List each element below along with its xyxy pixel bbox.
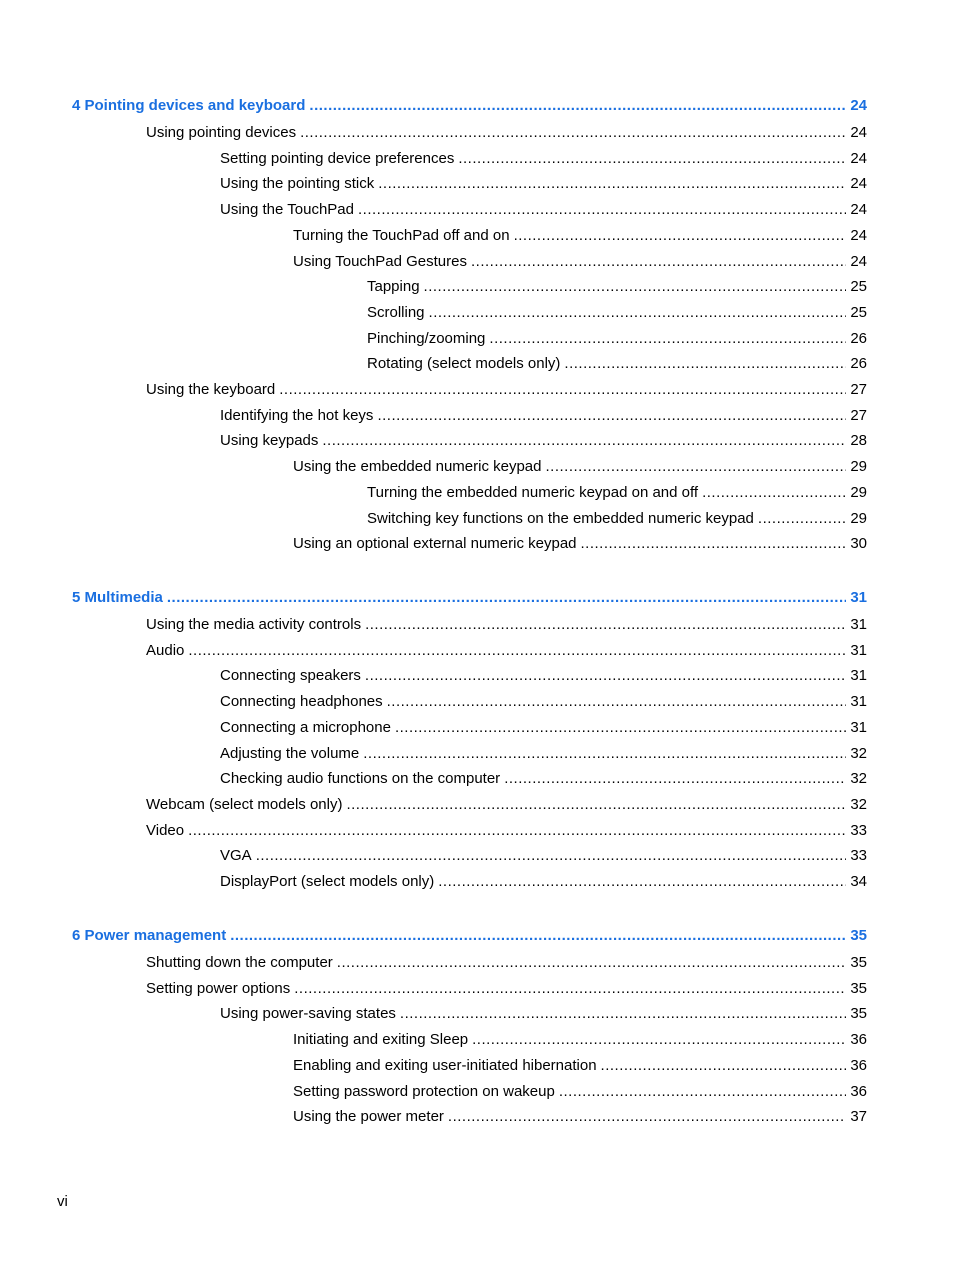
page-reference[interactable]: 31	[850, 616, 867, 633]
dot-leader	[702, 484, 846, 502]
entry-title[interactable]: DisplayPort (select models only)	[220, 873, 435, 890]
dot-leader	[322, 432, 846, 450]
toc-entry[interactable]	[367, 355, 867, 373]
toc-entry[interactable]	[146, 822, 867, 840]
page-reference[interactable]: 25	[850, 278, 867, 295]
toc-chapter-entry[interactable]	[72, 927, 867, 945]
dot-leader	[458, 150, 846, 168]
toc-entry[interactable]	[293, 535, 867, 553]
page-reference[interactable]: 24	[850, 201, 867, 218]
page-reference[interactable]: 35	[850, 954, 867, 971]
page-reference[interactable]: 29	[850, 484, 867, 501]
toc-entry[interactable]	[146, 381, 867, 399]
dot-leader	[337, 954, 847, 972]
toc-entry[interactable]	[367, 304, 867, 322]
chapter-title[interactable]: 6 Power management	[72, 927, 227, 944]
page-reference[interactable]: 31	[850, 642, 867, 659]
dot-leader	[378, 175, 846, 193]
toc-entry[interactable]	[146, 980, 867, 998]
toc-entry[interactable]	[220, 770, 867, 788]
toc-entry[interactable]	[220, 719, 867, 737]
entry-title[interactable]: Using pointing devices	[146, 124, 297, 141]
entry-title[interactable]: Enabling and exiting user-initiated hibernation	[293, 1057, 597, 1074]
toc-entry[interactable]	[146, 954, 867, 972]
page-reference[interactable]: 36	[850, 1083, 867, 1100]
dot-leader	[363, 745, 846, 763]
toc-chapter-entry[interactable]	[72, 97, 867, 115]
page-reference[interactable]: 31	[850, 667, 867, 684]
entry-title[interactable]: Connecting speakers	[220, 667, 361, 684]
page-reference[interactable]: 33	[850, 847, 867, 864]
entry-title[interactable]: Shutting down the computer	[146, 954, 333, 971]
dot-leader	[346, 796, 846, 814]
dot-leader	[188, 822, 846, 840]
page-reference[interactable]: 35	[850, 980, 867, 997]
page-reference[interactable]: 30	[850, 535, 867, 552]
dot-leader	[365, 667, 846, 685]
page-reference[interactable]: 24	[850, 97, 867, 114]
entry-title[interactable]: Using the TouchPad	[220, 201, 354, 218]
page-reference[interactable]: 37	[850, 1108, 867, 1125]
entry-title[interactable]: Using the embedded numeric keypad	[293, 458, 542, 475]
entry-title[interactable]: Identifying the hot keys	[220, 407, 374, 424]
dot-leader	[601, 1057, 847, 1075]
toc-entry[interactable]	[146, 796, 867, 814]
toc-chapter-entry[interactable]	[72, 589, 867, 607]
entry-title[interactable]: Using an optional external numeric keypad	[293, 535, 577, 552]
dot-leader	[300, 124, 846, 142]
dot-leader	[230, 927, 846, 945]
chapter-title[interactable]: 5 Multimedia	[72, 589, 163, 606]
entry-title[interactable]: Turning the embedded numeric keypad on and off	[367, 484, 699, 501]
entry-title[interactable]: Checking audio functions on the computer	[220, 770, 501, 787]
toc-entry[interactable]	[293, 227, 867, 245]
entry-title[interactable]: Turning the TouchPad off and on	[293, 227, 510, 244]
toc-entry[interactable]	[367, 510, 867, 528]
dot-leader	[564, 355, 846, 373]
page-reference[interactable]: 35	[850, 1005, 867, 1022]
toc-entry[interactable]	[220, 847, 867, 865]
dot-leader	[514, 227, 847, 245]
page-number: vi	[57, 1193, 68, 1210]
dot-leader	[438, 873, 846, 891]
dot-leader	[758, 510, 846, 528]
page-reference[interactable]: 27	[850, 407, 867, 424]
page-reference[interactable]: 31	[850, 589, 867, 606]
page-reference[interactable]: 24	[850, 124, 867, 141]
entry-title[interactable]: Switching key functions on the embedded numeric keypad	[367, 510, 754, 527]
dot-leader	[256, 847, 847, 865]
dot-leader	[167, 589, 846, 607]
toc-entry[interactable]	[220, 407, 867, 425]
entry-title[interactable]: Scrolling	[367, 304, 425, 321]
dot-leader	[358, 201, 846, 219]
entry-title[interactable]: Using power-saving states	[220, 1005, 396, 1022]
toc-entry[interactable]	[146, 124, 867, 142]
dot-leader	[429, 304, 847, 322]
dot-leader	[395, 719, 846, 737]
page-reference[interactable]: 25	[850, 304, 867, 321]
toc-entry[interactable]	[220, 150, 867, 168]
page-reference[interactable]: 24	[850, 175, 867, 192]
entry-title[interactable]: Using the media activity controls	[146, 616, 362, 633]
dot-leader	[471, 253, 846, 271]
entry-title[interactable]: Webcam (select models only)	[146, 796, 343, 813]
page-reference[interactable]: 27	[850, 381, 867, 398]
entry-title[interactable]: Adjusting the volume	[220, 745, 360, 762]
entry-title[interactable]: VGA	[220, 847, 252, 864]
toc-entry[interactable]	[367, 484, 867, 502]
toc-entry[interactable]	[293, 1108, 867, 1126]
entry-title[interactable]: Using TouchPad Gestures	[293, 253, 467, 270]
entry-title[interactable]: Video	[146, 822, 185, 839]
page-reference[interactable]: 36	[850, 1057, 867, 1074]
toc-entry[interactable]	[220, 175, 867, 193]
page-reference[interactable]: 24	[850, 227, 867, 244]
page-reference[interactable]: 31	[850, 719, 867, 736]
toc-entry[interactable]	[293, 253, 867, 271]
dot-leader	[545, 458, 846, 476]
toc-entry[interactable]	[367, 278, 867, 296]
toc-entry[interactable]	[146, 616, 867, 634]
page-reference[interactable]: 29	[850, 510, 867, 527]
entry-title[interactable]: Tapping	[367, 278, 420, 295]
entry-title[interactable]: Setting pointing device preferences	[220, 150, 455, 167]
toc-entry[interactable]	[220, 201, 867, 219]
toc-entry[interactable]	[220, 745, 867, 763]
dot-leader	[279, 381, 846, 399]
dot-leader	[504, 770, 846, 788]
entry-title[interactable]: Rotating (select models only)	[367, 355, 561, 372]
page-reference[interactable]: 24	[850, 150, 867, 167]
chapter-title[interactable]: 4 Pointing devices and keyboard	[72, 97, 306, 114]
entry-title[interactable]: Setting power options	[146, 980, 291, 997]
dot-leader	[581, 535, 847, 553]
toc-entry[interactable]	[220, 432, 867, 450]
page-reference[interactable]: 34	[850, 873, 867, 890]
dot-leader	[472, 1031, 846, 1049]
dot-leader	[489, 330, 846, 348]
page-reference[interactable]: 31	[850, 693, 867, 710]
dot-leader	[387, 693, 847, 711]
entry-title[interactable]: Using the keyboard	[146, 381, 276, 398]
toc-entry[interactable]	[293, 1057, 867, 1075]
dot-leader	[188, 642, 846, 660]
page-reference[interactable]: 28	[850, 432, 867, 449]
toc-entry[interactable]	[220, 873, 867, 891]
entry-title[interactable]: Connecting headphones	[220, 693, 383, 710]
dot-leader	[448, 1108, 846, 1126]
entry-title[interactable]: Setting password protection on wakeup	[293, 1083, 555, 1100]
dot-leader	[377, 407, 846, 425]
toc-entry[interactable]	[293, 458, 867, 476]
toc-entry[interactable]	[146, 642, 867, 660]
toc-entry[interactable]	[293, 1031, 867, 1049]
page-reference[interactable]: 32	[850, 796, 867, 813]
dot-leader	[309, 97, 846, 115]
dot-leader	[294, 980, 846, 998]
page-reference[interactable]: 26	[850, 355, 867, 372]
entry-title[interactable]: Pinching/zooming	[367, 330, 486, 347]
entry-title[interactable]: Using the pointing stick	[220, 175, 375, 192]
toc-entry[interactable]	[293, 1083, 867, 1101]
page-reference[interactable]: 32	[850, 770, 867, 787]
page-reference[interactable]: 36	[850, 1031, 867, 1048]
page-reference[interactable]: 24	[850, 253, 867, 270]
page-reference[interactable]: 29	[850, 458, 867, 475]
dot-leader	[424, 278, 847, 296]
page-reference[interactable]: 35	[850, 927, 867, 944]
dot-leader	[365, 616, 846, 634]
dot-leader	[400, 1005, 846, 1023]
entry-title[interactable]: Audio	[146, 642, 185, 659]
toc-entry[interactable]	[367, 330, 867, 348]
toc-entry[interactable]	[220, 667, 867, 685]
entry-title[interactable]: Using keypads	[220, 432, 319, 449]
page-reference[interactable]: 26	[850, 330, 867, 347]
toc-entry[interactable]	[220, 1005, 867, 1023]
entry-title[interactable]: Using the power meter	[293, 1108, 444, 1125]
page-reference[interactable]: 32	[850, 745, 867, 762]
page-reference[interactable]: 33	[850, 822, 867, 839]
entry-title[interactable]: Connecting a microphone	[220, 719, 391, 736]
toc-entry[interactable]	[220, 693, 867, 711]
entry-title[interactable]: Initiating and exiting Sleep	[293, 1031, 469, 1048]
dot-leader	[559, 1083, 846, 1101]
